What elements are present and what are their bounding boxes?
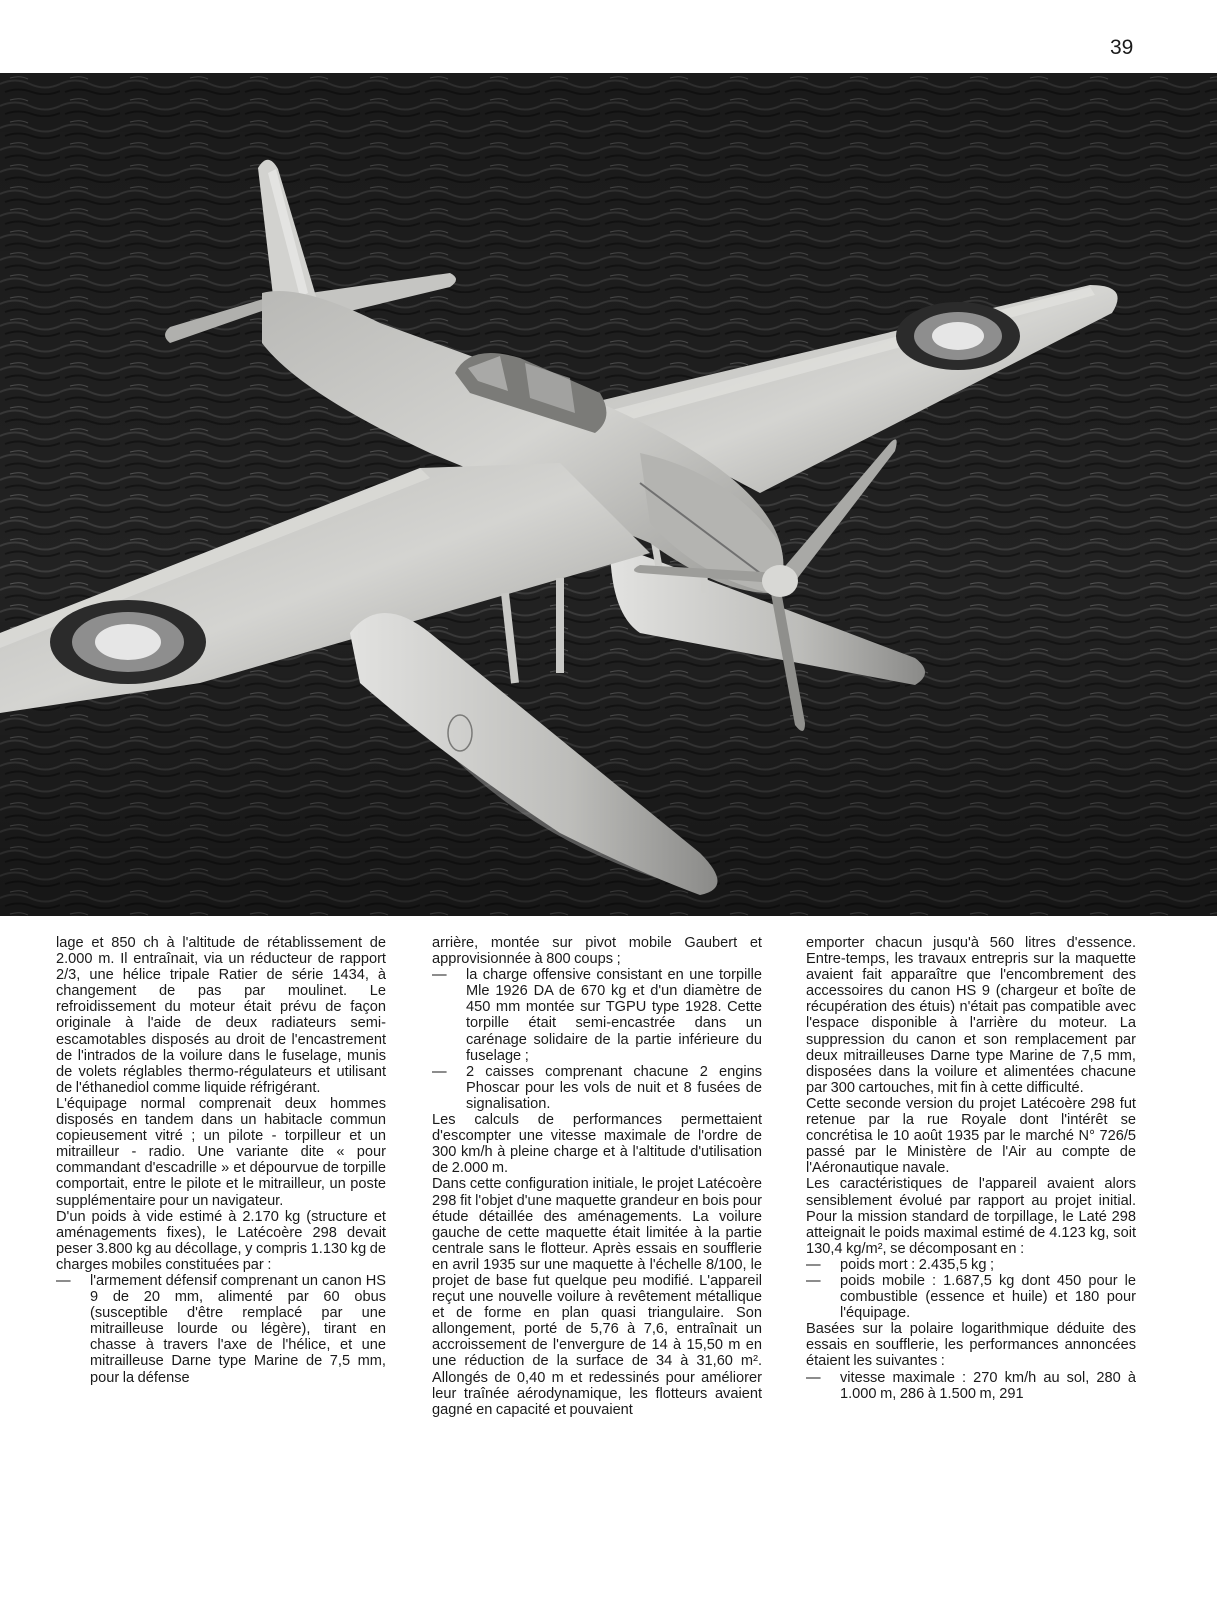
text-column-1: [56, 935, 386, 1386]
paragraph: Cette seconde version du projet Latécoère 298 fut retenue par la rue Royale dont l'intérêt se concrétisa le 10 août 1935 par le marché N° 726/5 passé par le Ministère de l'Air au compte de l'Aéronautique navale.: [806, 1095, 1136, 1177]
list-item: — poids mobile : 1.687,5 kg dont 450 pour le combustible (essence et huile) et 180 pour l'équipage.: [806, 1273, 1136, 1321]
paragraph: D'un poids à vide estimé à 2.170 kg (structure et aménagements fixes), le Latécoère 298 devait peser 3.800 kg au décollage, y compris 1.130 kg de charges mobiles constituées par :: [56, 1208, 386, 1273]
text-column-2: [432, 935, 762, 1418]
paragraph: L'équipage normal comprenait deux hommes disposés en tandem dans un habitacle commun copieusement vitré ; un pilote - torpilleur et un mitrailleur - radio. Une variante dite « pour commandant d'escadrille » et dépourvue de torpille comportait, entre le pilote et le mitrailleur, un poste supplémentaire pour un navigateur.: [56, 1095, 386, 1209]
dash-list: [806, 1257, 1136, 1321]
dash-list: [432, 967, 762, 1112]
list-item: — vitesse maximale : 270 km/h au sol, 280 à 1.000 m, 286 à 1.500 m, 291: [806, 1370, 1136, 1402]
page-number: 39: [1110, 36, 1134, 59]
paragraph: lage et 850 ch à l'altitude de rétablissement de 2.000 m. Il entraînait, via un réducteur de rapport 2/3, une hélice tripale Ratier de série 1434, à changement de pas par moulinet. Le refroidissement du moteur était prévu de façon originale à l'aide de deux radiateurs semi-escamotables disposés au droit de l'encastrement de l'intrados de la voilure dans le fuselage, munis de volets réglables thermo-régulateurs et utilisant de l'éthanediol comme liquide réfrigérant.: [56, 935, 386, 1096]
dash-list: [56, 1273, 386, 1386]
dash-list: [806, 1370, 1136, 1402]
list-item: — la charge offensive consistant en une torpille Mle 1926 DA de 670 kg et d'un diamètre de 450 mm montée sur TGPU type 1928. Cette torpille était semi-encastrée dans un carénage solidaire de la partie inférieure du fuselage ;: [432, 967, 762, 1064]
seaplane-photo: [0, 73, 1217, 916]
paragraph-continuation: arrière, montée sur pivot mobile Gaubert et approvisionnée à 800 coups ;: [432, 935, 762, 968]
list-item: — poids mort : 2.435,5 kg ;: [806, 1257, 1136, 1273]
paragraph: Les caractéristiques de l'appareil avaient alors sensiblement évolué par rapport au projet initial. Pour la mission standard de torpillage, le Laté 298 atteignait le poids maximal estimé de 4.123 kg, soit 130,4 kg/m², se décomposant en :: [806, 1176, 1136, 1257]
right-wing-roundel: [896, 302, 1020, 370]
paragraph: Dans cette configuration initiale, le projet Latécoère 298 fit l'objet d'une maquette grandeur en bois pour étude détaillée des aménagements. La voilure gauche de cette maquette était limitée à la partie centrale sans le flotteur. Après essais en soufflerie en avril 1935 sur une maquette à l'échelle 8/100, le projet de base fut quelque peu modifié. L'appareil reçut une nouvelle voilure à revêtement métallique et de forme en plan quasi triangulaire. Son allongement, porté de 5,76 à 7,6, entraînait un accroissement de l'envergure de 14 à 15,50 m en une réduction de la surface de 34 à 31,60 m². Allongés de 0,40 m et redessinés pour améliorer leur traînée aérodynamique, les flotteurs avaient gagné en capacité et pouvaient: [432, 1176, 762, 1418]
list-item: — l'armement défensif comprenant un canon HS 9 de 20 mm, alimenté par 60 obus (susceptible d'être remplacé par une mitrailleuse lourde ou légère), tirant en chasse à travers l'axe de l'hélice, et une mitrailleuse Darne type Marine de 7,5 mm, pour la défense: [56, 1273, 386, 1386]
paragraph: Les calculs de performances permettaient d'escompter une vitesse maximale de l'ordre de 300 km/h à pleine charge et à l'altitude d'utilisation de 2.000 m.: [432, 1112, 762, 1177]
text-column-3: [806, 935, 1136, 1402]
paragraph: Basées sur la polaire logarithmique déduite des essais en soufflerie, les performances annoncées étaient les suivantes :: [806, 1321, 1136, 1370]
list-item: — 2 caisses comprenant chacune 2 engins Phoscar pour les vols de nuit et 8 fusées de signalisation.: [432, 1064, 762, 1112]
paragraph-continuation: emporter chacun jusqu'à 560 litres d'essence. Entre-temps, les travaux entrepris sur la maquette avaient fait apparaître que l'encombrement des accessoires du canon HS 9 (chargeur et boîte de récupération des étuis) n'était pas compatible avec l'espace disponible à l'arrière du moteur. La suppression du canon et son remplacement par deux mitrailleuses Darne type Marine de 7,5 mm, disposées dans la voilure et alimentées chacune par 300 cartouches, mit fin à cette difficulté.: [806, 935, 1136, 1096]
left-wing-roundel: [50, 600, 206, 684]
